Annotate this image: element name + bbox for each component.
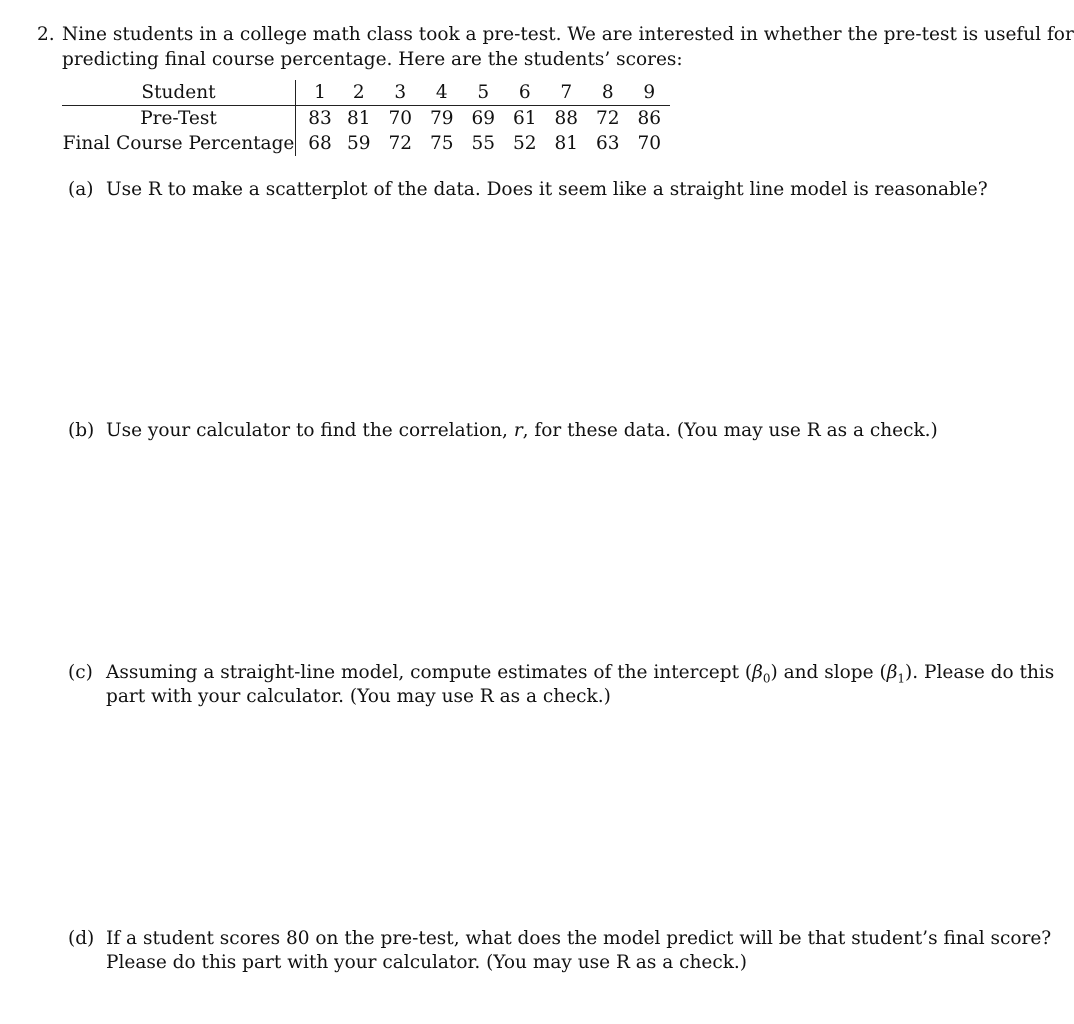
pretest-score: 61 bbox=[512, 107, 537, 129]
part-c-text-middle: ) and slope ( bbox=[770, 662, 887, 683]
final-score: 52 bbox=[512, 132, 537, 154]
part-d-line-1: If a student scores 80 on the pre-test, what does the model predict will be that student’s final score? bbox=[106, 928, 1052, 949]
pretest-score: 81 bbox=[346, 107, 371, 129]
part-b-text-after: , for these data. (You may use R as a check.) bbox=[522, 420, 938, 441]
table-row-pretest bbox=[62, 106, 670, 132]
part-a-label: (a) bbox=[68, 179, 94, 200]
part-c-text-after: ). Please do this bbox=[905, 662, 1055, 683]
student-number: 2 bbox=[338, 80, 380, 106]
student-number: 3 bbox=[380, 80, 422, 106]
table-row-final bbox=[62, 131, 670, 156]
final-percentage-label: Final Course Percentage bbox=[62, 131, 296, 156]
part-c-text-before: Assuming a straight-line model, compute estimates of the intercept ( bbox=[106, 662, 753, 683]
pretest-score: 79 bbox=[429, 107, 454, 129]
pretest-score: 83 bbox=[308, 107, 332, 129]
pretest-label: Pre-Test bbox=[62, 106, 296, 132]
final-score: 63 bbox=[595, 132, 620, 154]
pretest-score: 70 bbox=[388, 107, 413, 129]
beta-0-subscript: 0 bbox=[762, 671, 771, 686]
part-b-label: (b) bbox=[68, 420, 95, 441]
part-c-line-2: part with your calculator. (You may use R as a check.) bbox=[106, 686, 611, 707]
question-intro-line-1: Nine students in a college math class took a pre-test. We are interested in whether the pre-test is useful for bbox=[62, 24, 1074, 45]
pretest-score: 86 bbox=[637, 107, 662, 129]
question-number: 2. bbox=[37, 24, 55, 45]
table-header-row bbox=[62, 80, 670, 106]
final-score: 81 bbox=[554, 132, 579, 154]
score-table bbox=[62, 80, 670, 156]
correlation-variable: r bbox=[513, 420, 523, 441]
pretest-score: 88 bbox=[554, 107, 579, 129]
student-number: 5 bbox=[463, 80, 505, 106]
pretest-score: 72 bbox=[595, 107, 620, 129]
final-score: 70 bbox=[637, 132, 662, 154]
part-c-label: (c) bbox=[68, 662, 93, 683]
student-number: 1 bbox=[296, 80, 339, 106]
final-score: 75 bbox=[429, 132, 454, 154]
student-number: 4 bbox=[421, 80, 463, 106]
final-score: 59 bbox=[346, 132, 371, 154]
student-number: 9 bbox=[629, 80, 671, 106]
student-header: Student bbox=[62, 80, 296, 106]
final-score: 55 bbox=[471, 132, 496, 154]
beta-1-symbol: β bbox=[886, 662, 898, 683]
final-score: 72 bbox=[388, 132, 413, 154]
pretest-score: 69 bbox=[471, 107, 496, 129]
student-number: 8 bbox=[587, 80, 629, 106]
part-d-line-2: Please do this part with your calculator. (You may use R as a check.) bbox=[106, 952, 747, 973]
question-intro-line-2: predicting final course percentage. Here are the students’ scores: bbox=[62, 49, 683, 70]
beta-0-symbol: β bbox=[752, 662, 763, 683]
part-b-text-before: Use your calculator to find the correlation, bbox=[106, 420, 514, 441]
beta-1-subscript: 1 bbox=[897, 671, 906, 686]
student-number: 6 bbox=[504, 80, 546, 106]
part-a-text: Use R to make a scatterplot of the data. Does it seem like a straight line model is reasonable? bbox=[106, 179, 988, 200]
part-d-label: (d) bbox=[68, 928, 95, 949]
student-number: 7 bbox=[546, 80, 588, 106]
part-b-text bbox=[106, 420, 938, 442]
final-score: 68 bbox=[308, 132, 332, 154]
